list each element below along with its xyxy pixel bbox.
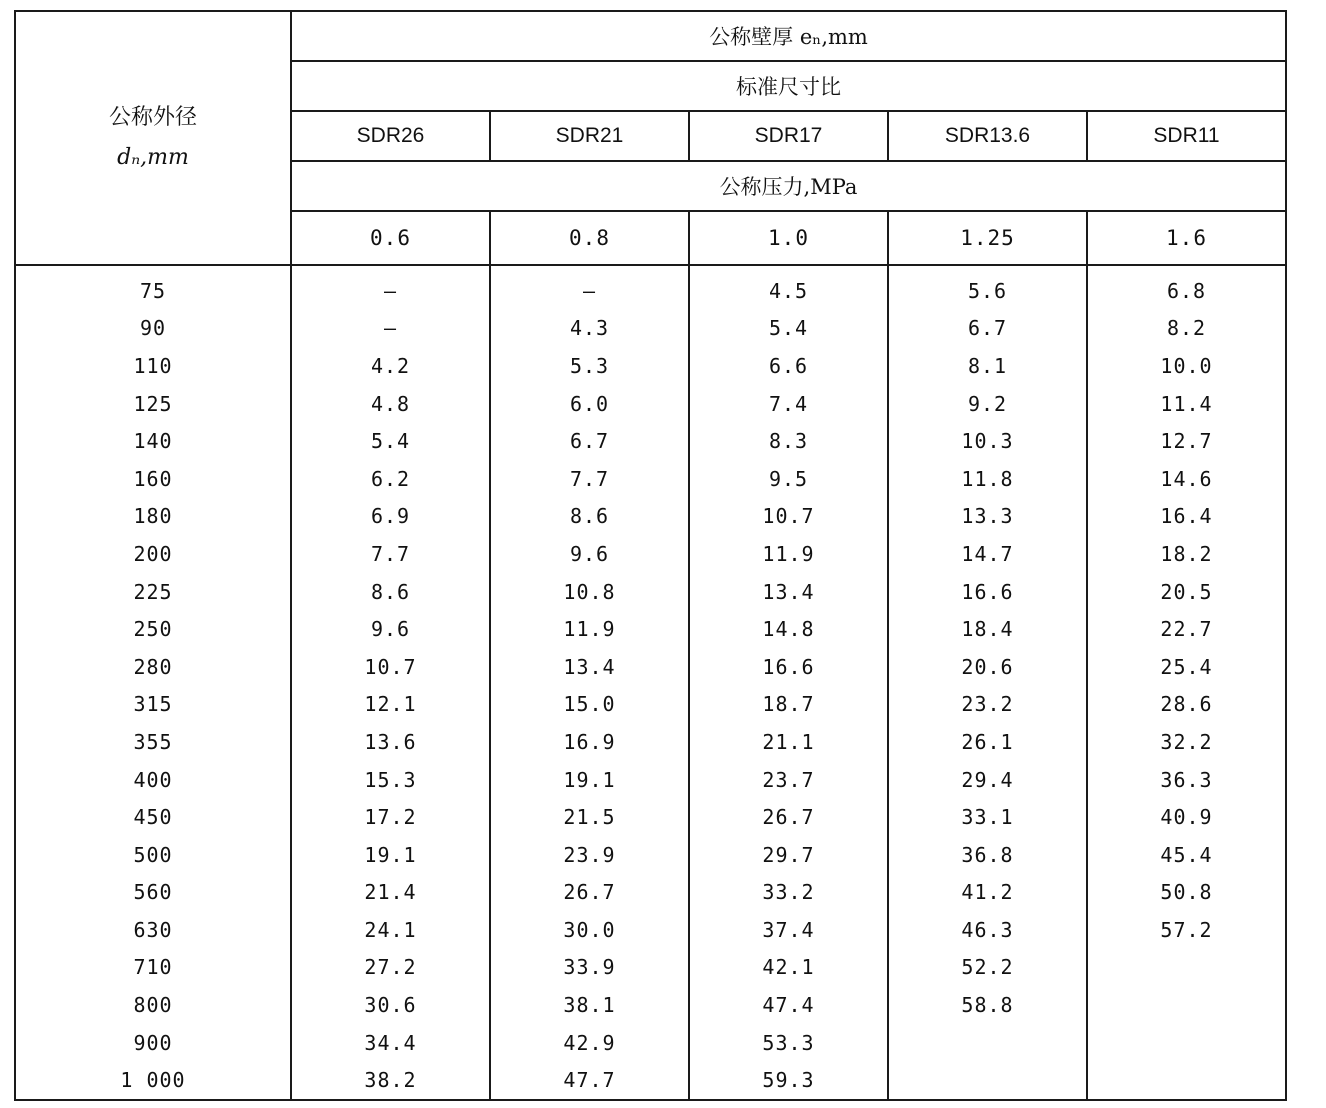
wall-thickness-cell: 10.0 (1087, 347, 1286, 385)
wall-thickness-cell: 6.7 (490, 422, 689, 460)
wall-thickness-cell: 8.2 (1087, 310, 1286, 348)
wall-thickness-cell: 18.4 (888, 610, 1087, 648)
wall-thickness-cell: 9.6 (291, 610, 490, 648)
wall-thickness-cell: 21.5 (490, 798, 689, 836)
table-row (15, 573, 1286, 611)
wall-thickness-cell (1087, 949, 1286, 987)
wall-thickness-cell: 42.9 (490, 1024, 689, 1062)
table-row (15, 310, 1286, 348)
outer-diameter-cell: 710 (15, 949, 291, 987)
sdr-header: SDR21 (490, 111, 689, 161)
wall-thickness-cell: 9.6 (490, 535, 689, 573)
sdr-title-header: 标准尺寸比 (291, 61, 1286, 111)
wall-thickness-cell: — (291, 310, 490, 348)
wall-thickness-cell: 18.2 (1087, 535, 1286, 573)
table-row (15, 498, 1286, 536)
outer-diameter-cell: 200 (15, 535, 291, 573)
wall-thickness-cell: 28.6 (1087, 686, 1286, 724)
wall-thickness-cell: 47.7 (490, 1061, 689, 1100)
outer-diameter-cell: 315 (15, 686, 291, 724)
pressure-title-header: 公称压力,MPa (291, 161, 1286, 211)
wall-thickness-cell: 57.2 (1087, 911, 1286, 949)
wall-thickness-cell: 13.6 (291, 723, 490, 761)
wall-thickness-cell: 14.8 (689, 610, 888, 648)
wall-thickness-cell: 33.2 (689, 874, 888, 912)
wall-thickness-cell: 6.0 (490, 385, 689, 423)
outer-diameter-cell: 250 (15, 610, 291, 648)
outer-diameter-cell: 125 (15, 385, 291, 423)
outer-diameter-cell: 1 000 (15, 1061, 291, 1100)
wall-thickness-cell: 30.0 (490, 911, 689, 949)
wall-thickness-cell: 13.4 (689, 573, 888, 611)
wall-thickness-cell: 5.3 (490, 347, 689, 385)
wall-thickness-cell: 11.4 (1087, 385, 1286, 423)
wall-thickness-cell: 8.6 (291, 573, 490, 611)
table-row (15, 874, 1286, 912)
wall-thickness-cell (1087, 1024, 1286, 1062)
wall-thickness-cell: 12.1 (291, 686, 490, 724)
wall-thickness-cell: 23.2 (888, 686, 1087, 724)
sdr-header: SDR17 (689, 111, 888, 161)
sdr-header: SDR11 (1087, 111, 1286, 161)
wall-thickness-cell: 17.2 (291, 798, 490, 836)
pressure-header: 0.6 (291, 211, 490, 265)
outer-diameter-cell: 280 (15, 648, 291, 686)
wall-thickness-cell: 13.3 (888, 498, 1087, 536)
wall-thickness-cell: 10.3 (888, 422, 1087, 460)
table-row (15, 761, 1286, 799)
wall-thickness-cell: 25.4 (1087, 648, 1286, 686)
table-row (15, 723, 1286, 761)
wall-thickness-cell: 6.9 (291, 498, 490, 536)
wall-thickness-cell: 6.6 (689, 347, 888, 385)
wall-thickness-cell: 16.4 (1087, 498, 1286, 536)
wall-thickness-cell: 11.8 (888, 460, 1087, 498)
wall-thickness-cell: 7.7 (490, 460, 689, 498)
wall-thickness-cell: 16.6 (888, 573, 1087, 611)
wall-thickness-cell (1087, 1061, 1286, 1100)
wall-thickness-cell: 13.4 (490, 648, 689, 686)
wall-thickness-cell: — (490, 265, 689, 310)
sdr-header: SDR13.6 (888, 111, 1087, 161)
outer-diameter-cell: 450 (15, 798, 291, 836)
wall-thickness-cell: 52.2 (888, 949, 1087, 987)
wall-thickness-cell: 23.7 (689, 761, 888, 799)
wall-thickness-header: 公称壁厚 eₙ,mm (291, 11, 1286, 61)
wall-thickness-cell: 6.8 (1087, 265, 1286, 310)
wall-thickness-cell: 10.7 (291, 648, 490, 686)
wall-thickness-cell: 58.8 (888, 986, 1087, 1024)
wall-thickness-cell: 38.1 (490, 986, 689, 1024)
wall-thickness-cell: 16.9 (490, 723, 689, 761)
wall-thickness-cell: 22.7 (1087, 610, 1286, 648)
wall-thickness-cell: 18.7 (689, 686, 888, 724)
table-body (15, 265, 1286, 1100)
wall-thickness-table (14, 10, 1287, 1101)
wall-thickness-cell: 30.6 (291, 986, 490, 1024)
table-row (15, 347, 1286, 385)
wall-thickness-cell: 47.4 (689, 986, 888, 1024)
wall-thickness-cell: — (291, 265, 490, 310)
wall-thickness-cell: 42.1 (689, 949, 888, 987)
wall-thickness-cell: 11.9 (689, 535, 888, 573)
wall-thickness-table-container (14, 10, 1286, 1101)
wall-thickness-cell: 12.7 (1087, 422, 1286, 460)
wall-thickness-cell: 45.4 (1087, 836, 1286, 874)
wall-thickness-cell: 32.2 (1087, 723, 1286, 761)
wall-thickness-cell: 53.3 (689, 1024, 888, 1062)
outer-diameter-cell: 225 (15, 573, 291, 611)
table-row (15, 986, 1286, 1024)
wall-thickness-cell: 29.7 (689, 836, 888, 874)
outer-diameter-cell: 630 (15, 911, 291, 949)
wall-thickness-cell: 19.1 (291, 836, 490, 874)
outer-diameter-cell: 800 (15, 986, 291, 1024)
pressure-header: 1.6 (1087, 211, 1286, 265)
wall-thickness-cell: 26.7 (689, 798, 888, 836)
wall-thickness-cell: 5.4 (291, 422, 490, 460)
wall-thickness-cell: 5.6 (888, 265, 1087, 310)
table-row (15, 265, 1286, 310)
wall-thickness-cell: 29.4 (888, 761, 1087, 799)
table-row (15, 610, 1286, 648)
wall-thickness-cell: 7.7 (291, 535, 490, 573)
wall-thickness-cell: 4.8 (291, 385, 490, 423)
table-row (15, 949, 1286, 987)
table-row (15, 422, 1286, 460)
wall-thickness-cell: 34.4 (291, 1024, 490, 1062)
wall-thickness-cell: 50.8 (1087, 874, 1286, 912)
wall-thickness-cell: 14.6 (1087, 460, 1286, 498)
wall-thickness-cell: 4.5 (689, 265, 888, 310)
outer-diameter-cell: 355 (15, 723, 291, 761)
outer-diameter-unit: dₙ,mm (117, 145, 189, 170)
outer-diameter-cell: 560 (15, 874, 291, 912)
wall-thickness-cell: 7.4 (689, 385, 888, 423)
outer-diameter-cell: 90 (15, 310, 291, 348)
outer-diameter-cell: 180 (15, 498, 291, 536)
wall-thickness-cell: 46.3 (888, 911, 1087, 949)
outer-diameter-cell: 400 (15, 761, 291, 799)
wall-thickness-cell: 8.1 (888, 347, 1087, 385)
outer-diameter-cell: 110 (15, 347, 291, 385)
table-row (15, 460, 1286, 498)
wall-thickness-cell: 9.5 (689, 460, 888, 498)
wall-thickness-cell: 16.6 (689, 648, 888, 686)
wall-thickness-cell: 36.8 (888, 836, 1087, 874)
table-row (15, 836, 1286, 874)
outer-diameter-cell: 75 (15, 265, 291, 310)
wall-thickness-cell: 33.1 (888, 798, 1087, 836)
wall-thickness-cell: 8.6 (490, 498, 689, 536)
outer-diameter-cell: 500 (15, 836, 291, 874)
wall-thickness-cell: 38.2 (291, 1061, 490, 1100)
wall-thickness-cell: 36.3 (1087, 761, 1286, 799)
pressure-header: 1.25 (888, 211, 1087, 265)
wall-thickness-cell: 41.2 (888, 874, 1087, 912)
wall-thickness-cell (888, 1061, 1087, 1100)
outer-diameter-cell: 140 (15, 422, 291, 460)
wall-thickness-cell: 20.6 (888, 648, 1087, 686)
wall-thickness-cell: 19.1 (490, 761, 689, 799)
wall-thickness-cell: 21.4 (291, 874, 490, 912)
wall-thickness-cell: 10.8 (490, 573, 689, 611)
wall-thickness-cell: 15.3 (291, 761, 490, 799)
table-row (15, 648, 1286, 686)
wall-thickness-cell: 21.1 (689, 723, 888, 761)
outer-diameter-cell: 160 (15, 460, 291, 498)
wall-thickness-cell: 11.9 (490, 610, 689, 648)
wall-thickness-cell: 6.2 (291, 460, 490, 498)
wall-thickness-cell: 40.9 (1087, 798, 1286, 836)
wall-thickness-cell: 59.3 (689, 1061, 888, 1100)
wall-thickness-cell: 23.9 (490, 836, 689, 874)
wall-thickness-cell: 26.1 (888, 723, 1087, 761)
sdr-header: SDR26 (291, 111, 490, 161)
wall-thickness-cell: 26.7 (490, 874, 689, 912)
wall-thickness-cell: 15.0 (490, 686, 689, 724)
wall-thickness-cell: 27.2 (291, 949, 490, 987)
table-row (15, 686, 1286, 724)
wall-thickness-cell (888, 1024, 1087, 1062)
wall-thickness-cell: 24.1 (291, 911, 490, 949)
wall-thickness-cell (1087, 986, 1286, 1024)
wall-thickness-cell: 37.4 (689, 911, 888, 949)
wall-thickness-cell: 9.2 (888, 385, 1087, 423)
outer-diameter-header (15, 11, 291, 265)
wall-thickness-cell: 33.9 (490, 949, 689, 987)
table-row (15, 798, 1286, 836)
wall-thickness-cell: 6.7 (888, 310, 1087, 348)
table-row (15, 911, 1286, 949)
wall-thickness-cell: 10.7 (689, 498, 888, 536)
wall-thickness-cell: 14.7 (888, 535, 1087, 573)
wall-thickness-cell: 8.3 (689, 422, 888, 460)
table-row (15, 1024, 1286, 1062)
table-row (15, 385, 1286, 423)
wall-thickness-cell: 4.2 (291, 347, 490, 385)
pressure-header: 1.0 (689, 211, 888, 265)
table-row (15, 535, 1286, 573)
table-row (15, 1061, 1286, 1100)
wall-thickness-cell: 4.3 (490, 310, 689, 348)
table-header (15, 11, 1286, 265)
wall-thickness-cell: 20.5 (1087, 573, 1286, 611)
outer-diameter-cell: 900 (15, 1024, 291, 1062)
wall-thickness-cell: 5.4 (689, 310, 888, 348)
outer-diameter-label: 公称外径 (108, 105, 197, 130)
pressure-header: 0.8 (490, 211, 689, 265)
